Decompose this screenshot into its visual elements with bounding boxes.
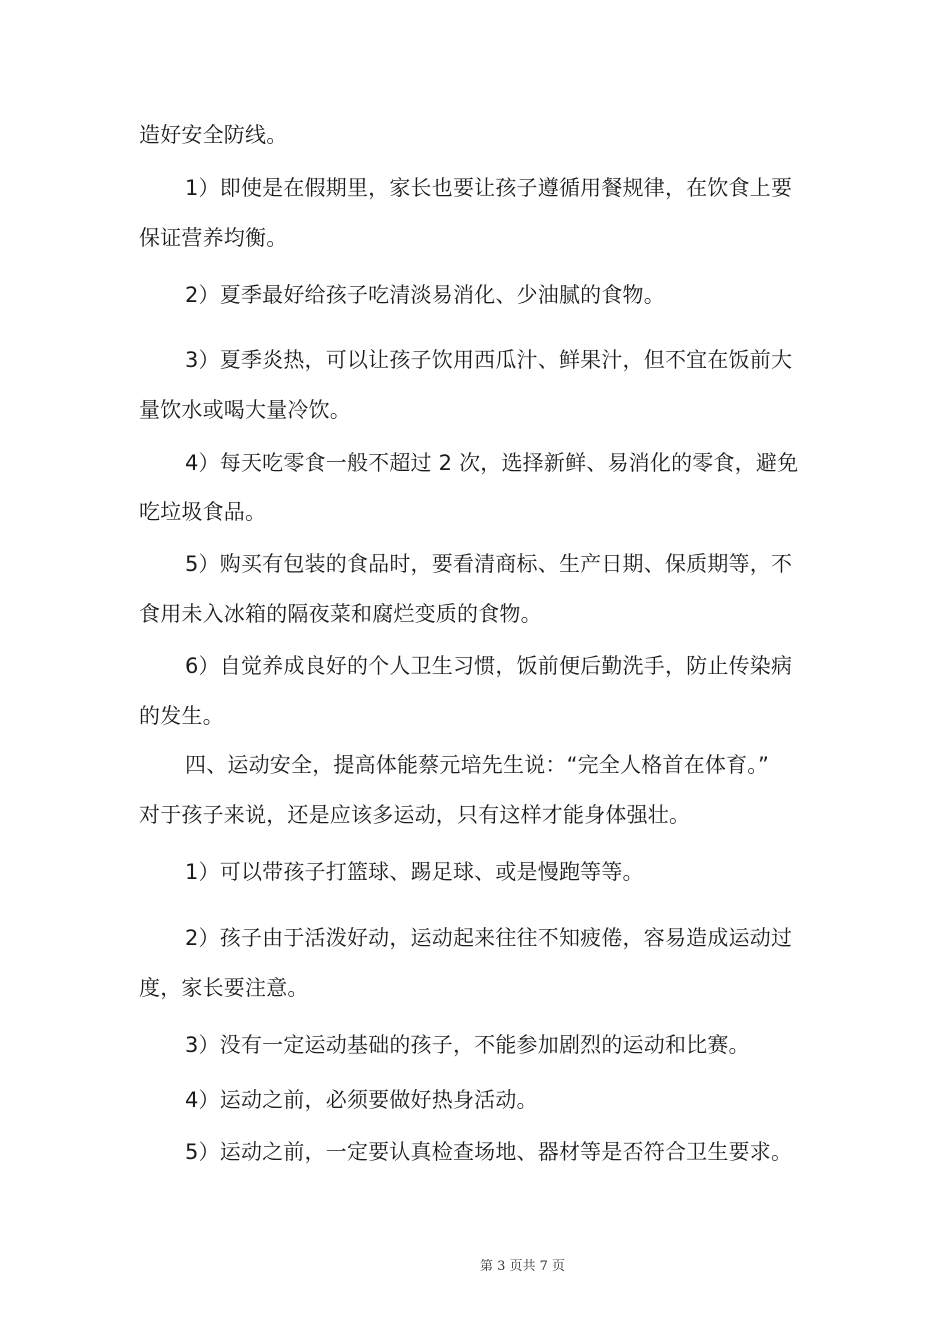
text-line: 3）没有一定运动基础的孩子，不能参加剧烈的运动和比赛。 [185,1033,750,1057]
text-line: 4）运动之前，必须要做好热身活动。 [185,1088,538,1112]
text-line: 度，家长要注意。 [139,976,309,1000]
text-line: 2）夏季最好给孩子吃清淡易消化、少油腻的食物。 [185,283,665,307]
text-line: 3）夏季炎热，可以让孩子饮用西瓜汁、鲜果汁，但不宜在饭前大 [185,348,793,372]
text-line: 5）运动之前，一定要认真检查场地、器材等是否符合卫生要求。 [185,1140,793,1164]
text-line: 4）每天吃零食一般不超过 2 次，选择新鲜、易消化的零食，避免 [185,451,799,475]
section-heading-line: 四、运动安全，提高体能蔡元培先生说：“完全人格首在体育。” [185,753,770,777]
text-line: 2）孩子由于活泼好动，运动起来往往不知疲倦，容易造成运动过 [185,926,793,950]
page-footer [0,1255,950,1274]
text-line: 保证营养均衡。 [139,226,288,250]
text-line: 的发生。 [139,704,224,728]
text-line: 1）可以带孩子打篮球、踢足球、或是慢跑等等。 [185,860,644,884]
text-line: 6）自觉养成良好的个人卫生习惯，饭前便后勤洗手，防止传染病 [185,654,793,678]
text-line: 5）购买有包装的食品时，要看清商标、生产日期、保质期等，不 [185,552,793,576]
text-line: 1）即使是在假期里，家长也要让孩子遵循用餐规律，在饮食上要 [185,176,793,200]
text-line: 食用未入冰箱的隔夜菜和腐烂变质的食物。 [139,602,542,626]
text-line: 吃垃圾食品。 [139,500,267,524]
text-line: 对于孩子来说，还是应该多运动，只有这样才能身体强壮。 [139,803,691,827]
text-line: 量饮水或喝大量冷饮。 [139,398,351,422]
text-line: 造好安全防线。 [139,123,288,147]
page-number-label: 第 3 页共 7 页 [479,1259,566,1274]
